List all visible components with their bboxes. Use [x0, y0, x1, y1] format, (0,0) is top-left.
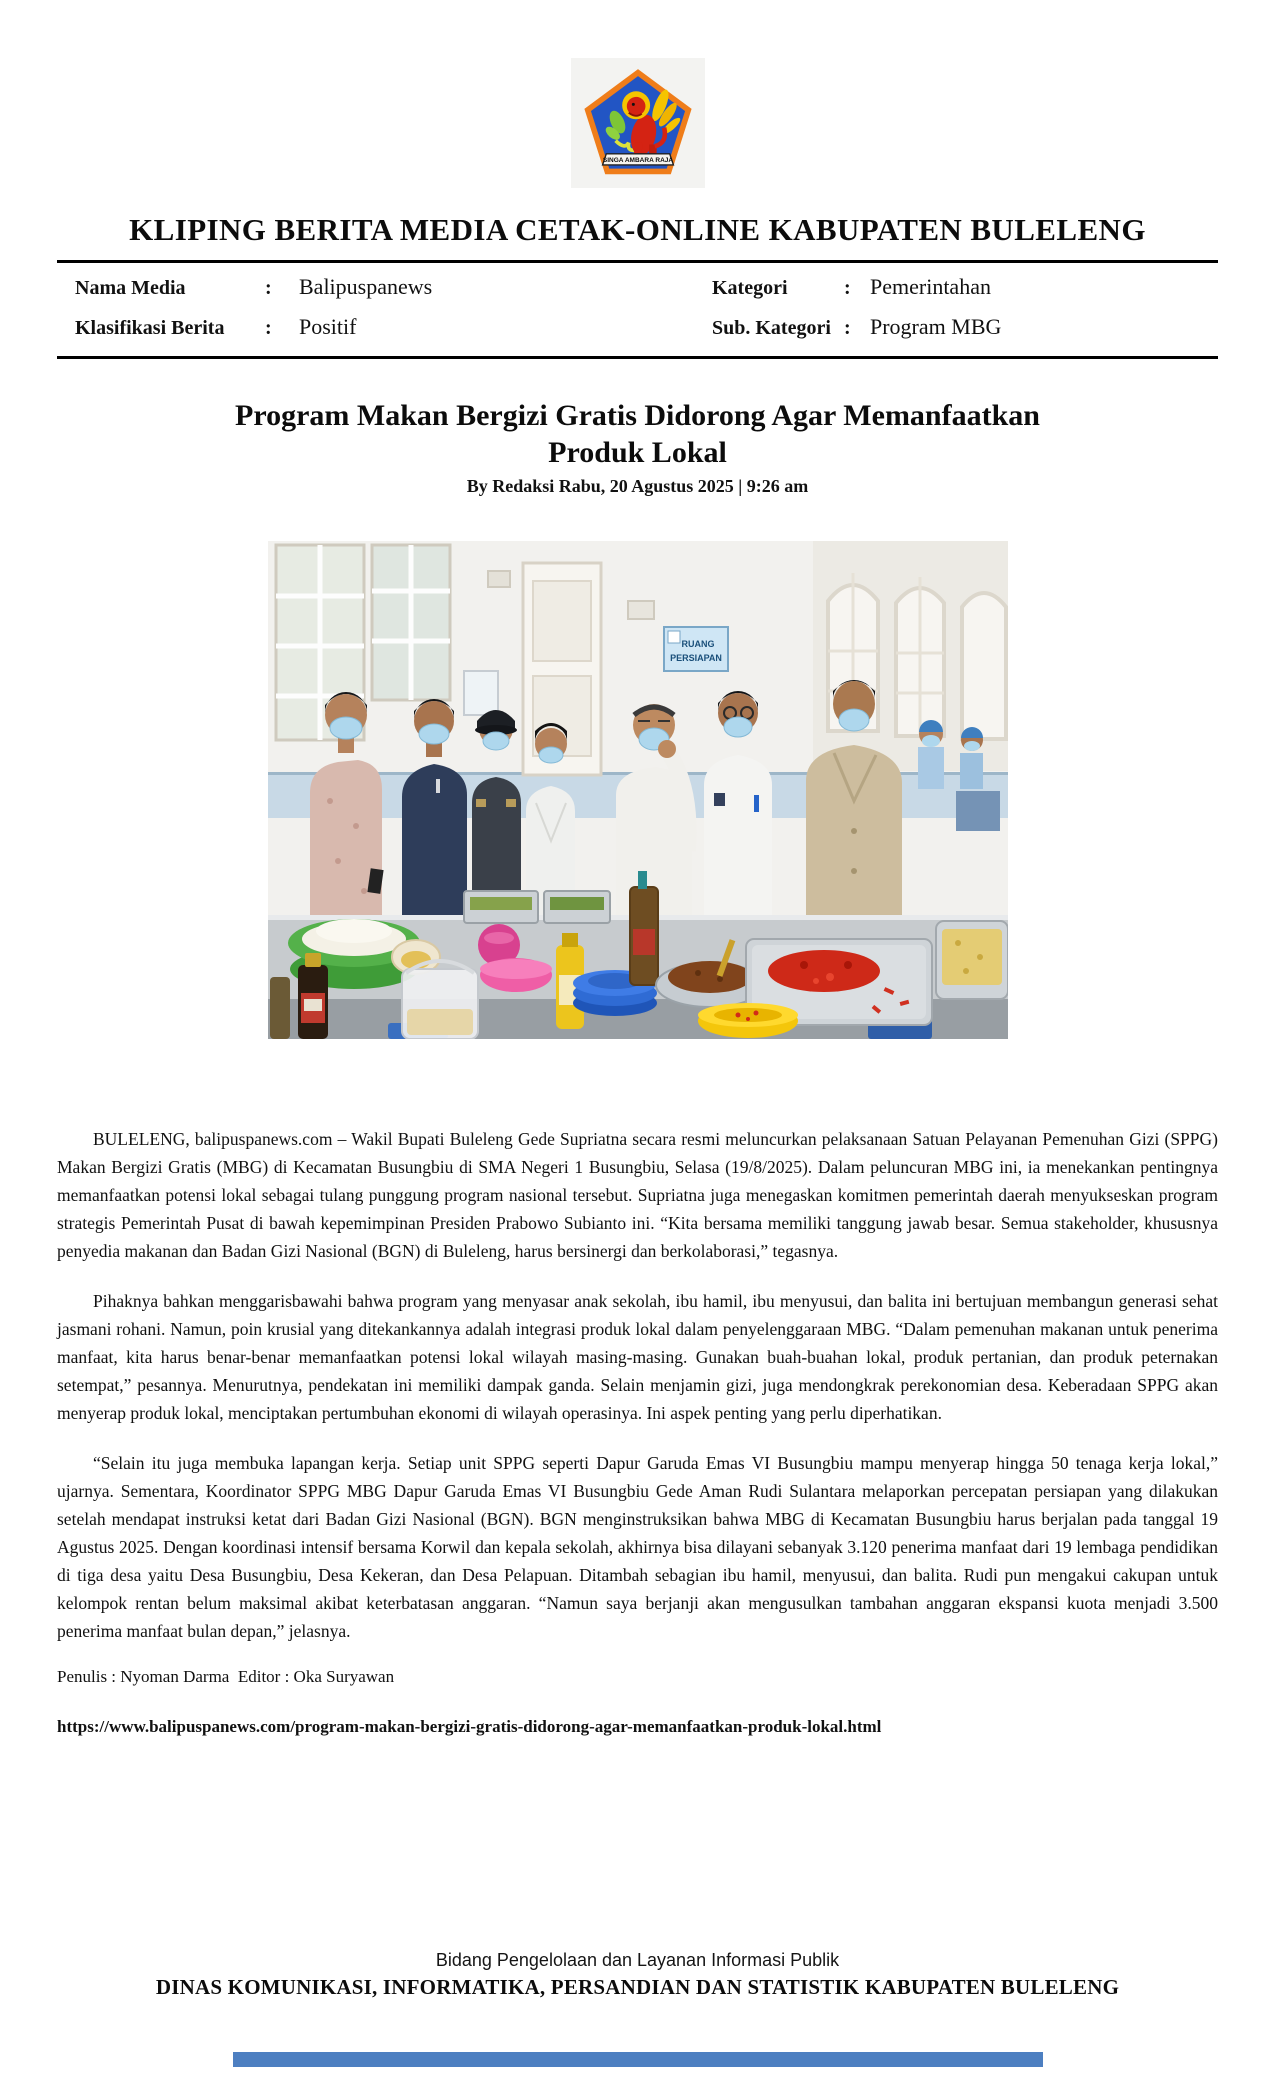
meta-value-kategori: Pemerintahan — [870, 274, 991, 299]
article-url: https://www.balipuspanews.com/program-makan-bergizi-gratis-didorong-agar-memanfaatkan-produk-lokal.html — [57, 1717, 882, 1736]
svg-text:PERSIAPAN: PERSIAPAN — [669, 653, 722, 663]
meta-colon: : — [844, 277, 851, 299]
page-title: KLIPING BERITA MEDIA CETAK-ONLINE KABUPATEN BULELENG — [129, 212, 1146, 247]
meta-value-klasifikasi: Positif — [299, 314, 357, 339]
buleleng-crest-icon — [582, 68, 694, 178]
article-title — [0, 397, 1275, 471]
footer — [0, 1950, 1275, 2000]
footer-division-line: Bidang Pengelolaan dan Layanan Informasi Publik — [435, 1950, 840, 1970]
meta-value-nama-media: Balipuspanews — [299, 274, 433, 299]
article-paragraph: BULELENG, balipuspanews.com – Wakil Bupati Buleleng Gede Supriatna secara resmi meluncurkan pelaksanaan Satuan Pelayanan Pemenuhan Gizi (SPPG) Makan Bergizi Gratis (MBG) di Kecamatan Busungbiu di SMA Negeri 1 Busungbiu, Selasa (19/8/2025). Dalam peluncuran MBG ini, ia menekankan pentingnya memanfaatkan potensi lokal sebagai tulang punggung program nasional tersebut. Supriatna juga menegaskan komitmen pemerintah daerah menyukseskan program strategis Pemerintah Pusat di bawah kepemimpinan Presiden Prabowo Subianto ini. “Kita bersama memiliki tanggung jawab besar. Semua stakeholder, khususnya penyedia makanan dan Badan Gizi Nasional (BGN) di Buleleng, harus bersinergi dan berkolaborasi,” tegasnya. — [57, 1129, 1218, 1261]
meta-label-klasifikasi: Klasifikasi Berita — [75, 317, 225, 339]
article-paragraph: “Selain itu juga membuka lapangan kerja. Setiap unit SPPG seperti Dapur Garuda Emas VI Busungbiu mampu menyerap hingga 50 tenaga kerja lokal,” ujarnya. Sementara, Koordinator SPPG MBG Dapur Garuda Emas VI Busungbiu Gede Aman Rudi Sulantara melaporkan percepatan persiapan yang dilakukan setelah mendapat instruksi ketat dari Badan Gizi Nasional (BGN). BGN menginstruksikan bahwa MBG di Kecamatan Busungbiu harus berjalan pada tanggal 19 Agustus 2025. Dengan koordinasi intensif bersama Korwil dan kepala sekolah, akhirnya bisa dilayani sebanyak 3.120 penerima manfaat dari 19 lembaga pendidikan di tiga desa yaitu Desa Busungbiu, Desa Kekeran, dan Desa Pelapuan. Ditambah sebagian ibu hamil, menyusui, dan balita. Rudi pun mengakui cakupan untuk kelompok rentan belum maksimal akibat keterbatasan anggaran. “Namun saya berjanji akan mengusulkan tambahan anggaran ekspansi kuota menjadi 3.500 penerima manfaat bulan depan,” jelasnya. — [57, 1453, 1218, 1641]
meta-label-nama-media: Nama Media — [75, 277, 186, 299]
meta-colon: : — [844, 317, 851, 339]
kitchen-inspection-photo — [268, 541, 1008, 1039]
meta-colon: : — [265, 317, 272, 339]
footer-agency-line: DINAS KOMUNIKASI, INFORMATIKA, PERSANDIAN DAN STATISTIK KABUPATEN BULELENG — [155, 1975, 1120, 1999]
meta-label-sub-kategori: Sub. Kategori — [712, 317, 831, 339]
meta-colon: : — [265, 277, 272, 299]
photo-room-sign — [664, 627, 728, 671]
svg-text:RUANG: RUANG — [681, 639, 714, 649]
meta-value-sub-kategori: Program MBG — [870, 314, 1002, 339]
article-body — [57, 1125, 1218, 1645]
article-photo — [268, 541, 1008, 1039]
meta-label-kategori: Kategori — [712, 277, 788, 299]
meta-table — [57, 263, 1218, 359]
header-logo — [0, 0, 1275, 188]
article-title-line1: Program Makan Bergizi Gratis Didorong Agar Memanfaatkan — [235, 399, 1040, 432]
logo-background — [571, 58, 705, 188]
article-paragraph: Pihaknya bahkan menggarisbawahi bahwa program yang menyasar anak sekolah, ibu hamil, ibu menyusui, dan balita ini bertujuan membangun generasi sehat jasmani rohani. Namun, poin krusial yang ditekankannya adalah integrasi produk lokal dalam penyelenggaraan MBG. “Dalam pemenuhan makanan untuk penerima manfaat, kita harus benar-benar memanfaatkan potensi lokal wilayah masing-masing. Gunakan buah-buahan lokal, produk pertanian, dan produk peternakan setempat,” pesannya. Menurutnya, pendekatan ini memiliki dampak ganda. Selain menjamin gizi, juga mendongkrak perekonomian desa. Keberadaan SPPG akan menyerap produk lokal, menciptakan pertumbuhan ekonomi di wilayah operasinya. Ini aspek penting yang perlu diperhatikan. — [57, 1291, 1218, 1423]
article-title-line2: Produk Lokal — [548, 436, 727, 469]
article-byline: By Redaksi Rabu, 20 Agustus 2025 | 9:26 am — [466, 476, 809, 496]
article-credits: Penulis : Nyoman Darma Editor : Oka Suryawan — [57, 1667, 395, 1686]
bottom-accent-bar — [233, 2052, 1043, 2067]
crest-banner-text: SINGA AMBARA RAJA — [602, 157, 673, 165]
